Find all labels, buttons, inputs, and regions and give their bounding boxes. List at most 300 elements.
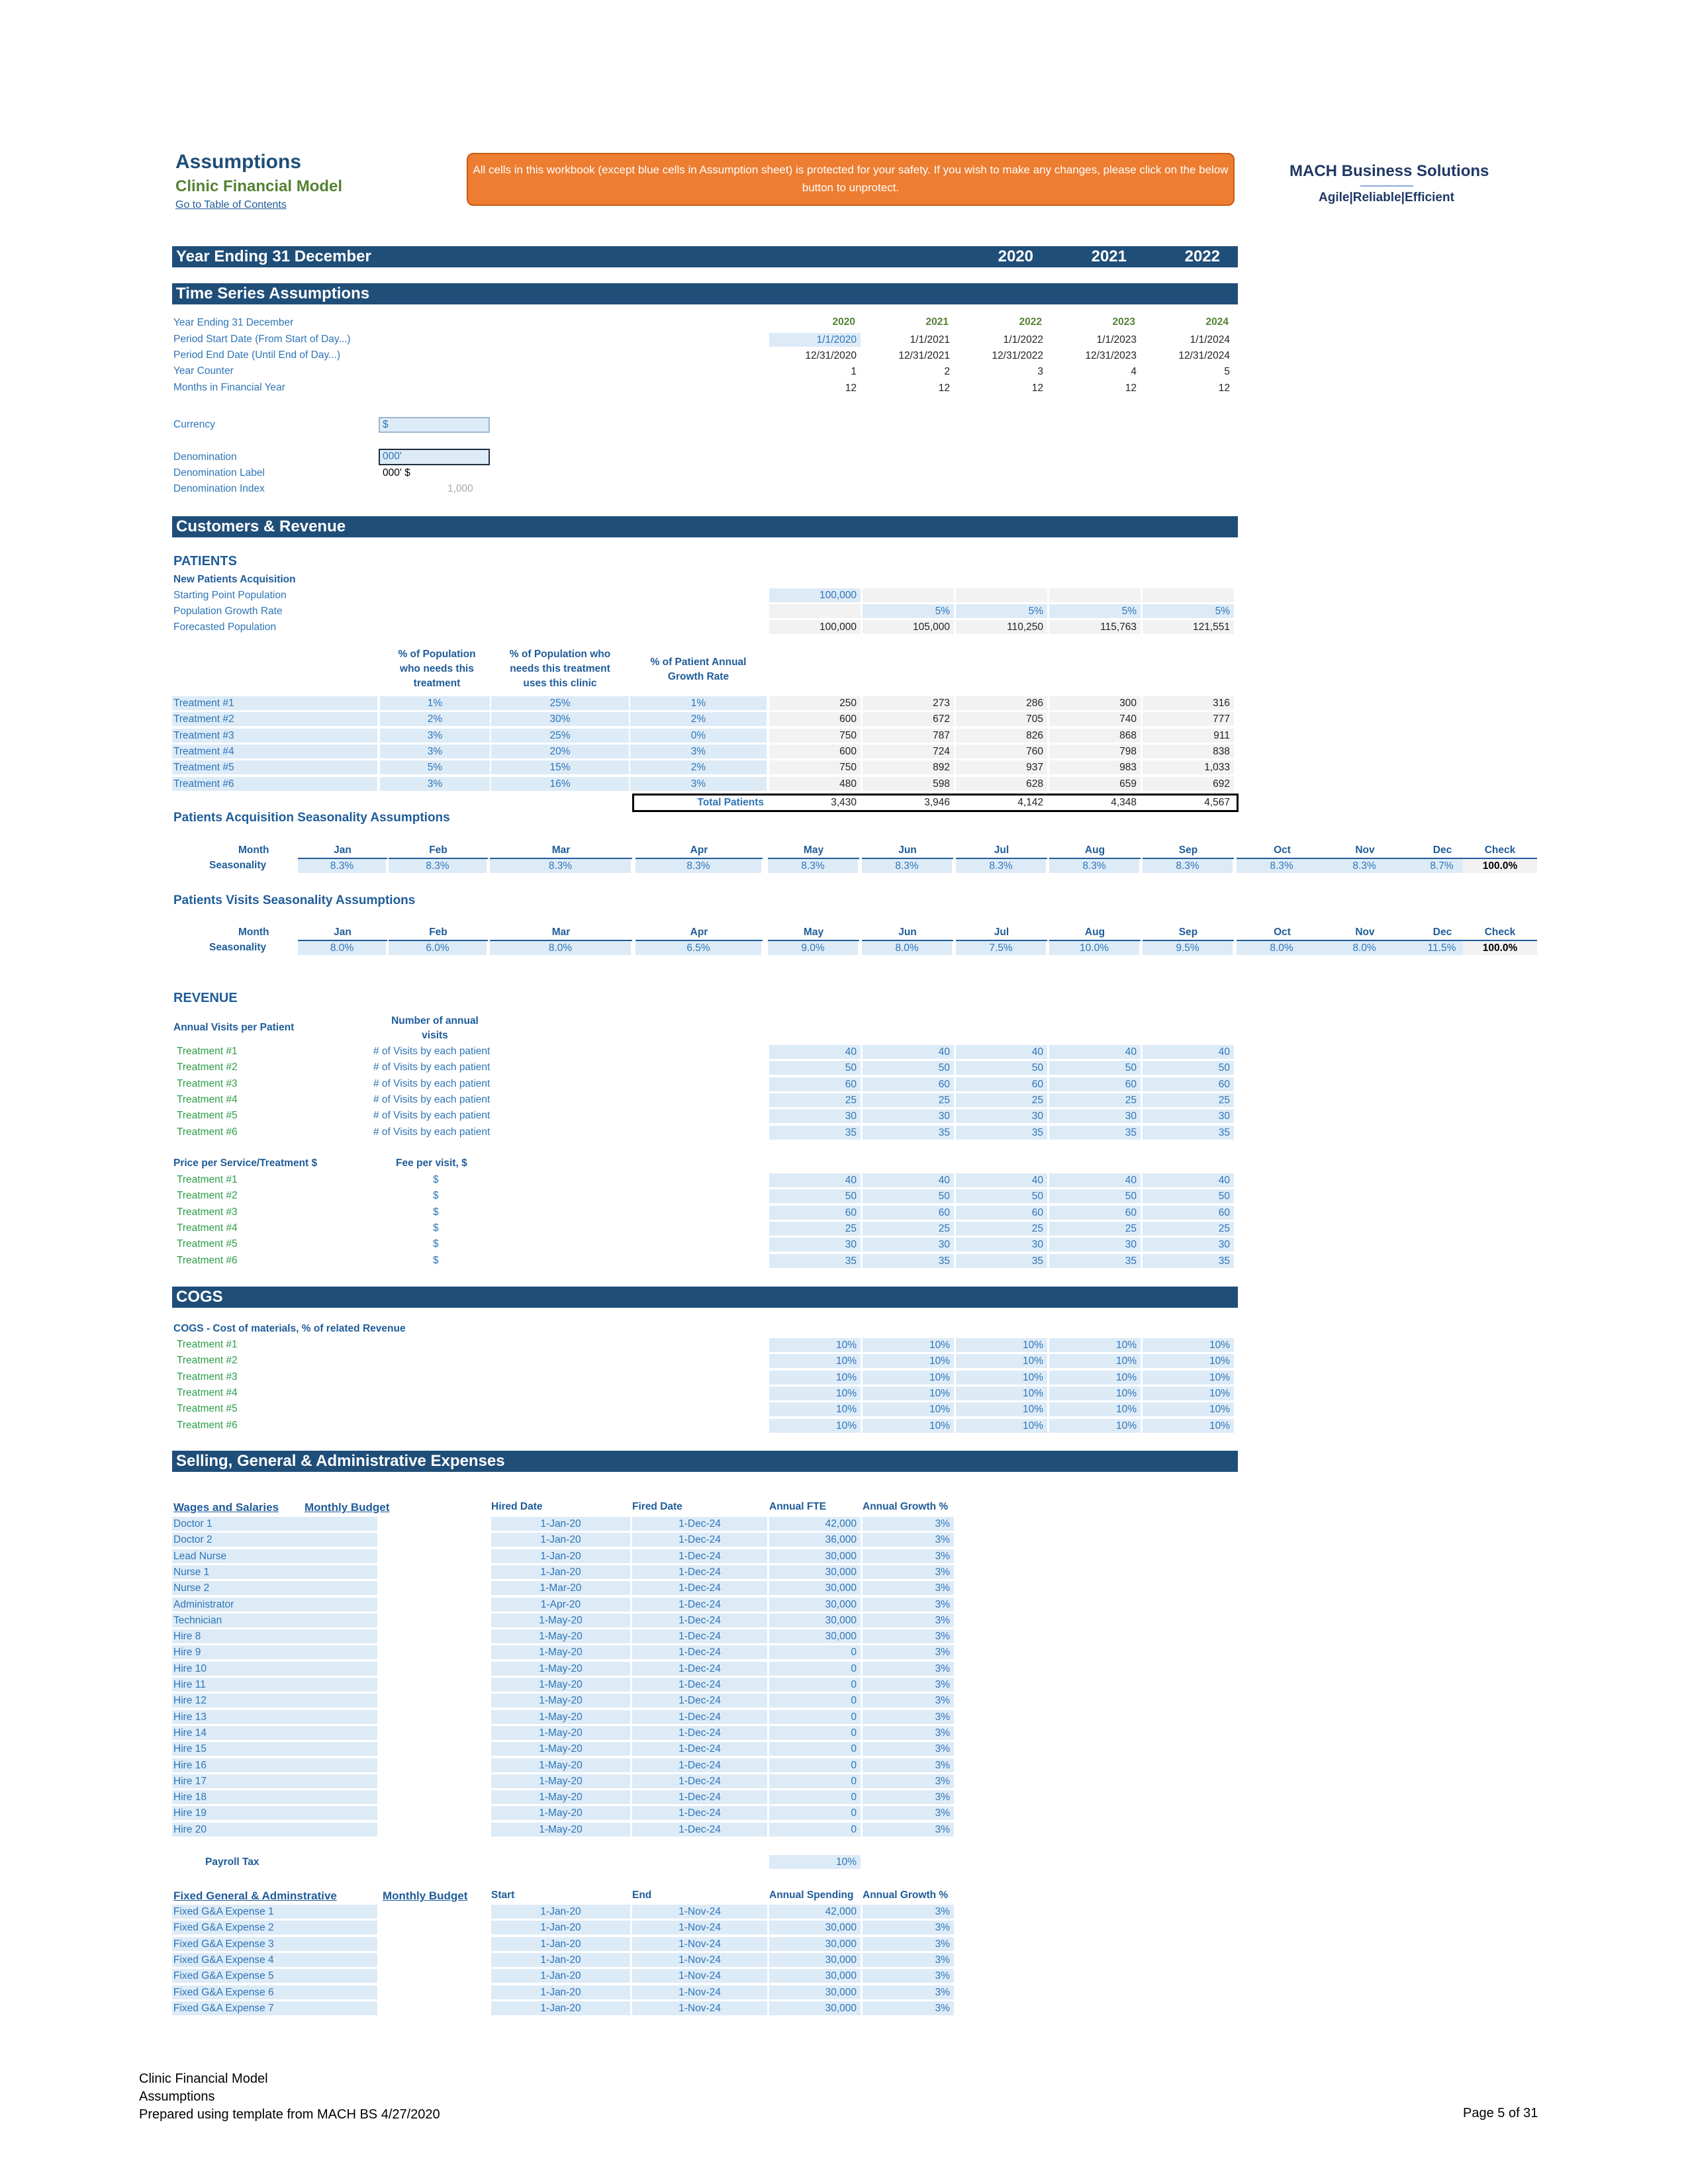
wages-end-input[interactable]: 1-Dec-24 xyxy=(632,1598,767,1612)
fixed-growth-input[interactable]: 3% xyxy=(863,1985,954,1999)
acq-season-input[interactable]: 8.3% xyxy=(635,859,761,873)
acq-month-header: Jun xyxy=(862,843,953,859)
price-input[interactable]: 35 xyxy=(769,1254,861,1268)
treatment-label: Treatment #2 xyxy=(172,712,377,726)
denomination-label-value: 000' $ xyxy=(383,467,410,478)
price-input[interactable]: 35 xyxy=(863,1254,954,1268)
treatment-pct-needs-input[interactable]: 3% xyxy=(380,729,490,743)
denomination-input[interactable]: 000' xyxy=(379,449,490,465)
wages-row-label: Hire 17 xyxy=(172,1774,377,1788)
visits-season-input[interactable]: 8.0% xyxy=(298,941,386,955)
visits-input[interactable]: 60 xyxy=(1049,1077,1141,1091)
cogs-input[interactable]: 10% xyxy=(863,1354,954,1368)
fixed-end-input[interactable]: 1-Nov-24 xyxy=(632,2001,767,2015)
price-input[interactable]: 35 xyxy=(1049,1254,1141,1268)
wages-row-label: Administrator xyxy=(172,1598,377,1612)
cogs-input[interactable]: 10% xyxy=(863,1387,954,1400)
treatment-patients-value: 750 xyxy=(769,760,861,774)
cogs-input[interactable]: 10% xyxy=(956,1338,1047,1352)
currency-input[interactable]: $ xyxy=(379,417,490,433)
acq-check-header: Check xyxy=(1463,843,1537,859)
cogs-treatment-label: Treatment #1 xyxy=(177,1339,238,1350)
total-patients-value: 3,430 xyxy=(831,797,857,808)
wages-growth-input[interactable]: 3% xyxy=(863,1678,954,1692)
growth-rate-input[interactable]: 5% xyxy=(956,604,1047,618)
visits-input[interactable]: 50 xyxy=(1143,1061,1234,1075)
wages-end-input[interactable]: 1-Dec-24 xyxy=(632,1678,767,1692)
fixed-start-input[interactable]: 1-Jan-20 xyxy=(491,1969,630,1983)
fixed-monthly-budget: Monthly Budget xyxy=(383,1889,468,1902)
wages-amount-input[interactable]: 30,000 xyxy=(769,1598,861,1612)
fixed-growth-input[interactable]: 3% xyxy=(863,1921,954,1934)
wages-col-amount: Annual FTE xyxy=(769,1501,827,1512)
wages-row-label: Nurse 2 xyxy=(172,1581,377,1595)
cogs-input[interactable]: 10% xyxy=(769,1402,861,1416)
treatment-patients-value: 911 xyxy=(1143,729,1234,743)
wages-growth-input[interactable]: 3% xyxy=(863,1774,954,1788)
fixed-row-label: Fixed G&A Expense 6 xyxy=(172,1985,377,1999)
cogs-input[interactable]: 10% xyxy=(1143,1387,1234,1400)
wages-amount-input[interactable]: 0 xyxy=(769,1823,861,1837)
cogs-input[interactable]: 10% xyxy=(863,1371,954,1385)
growth-rate-input[interactable]: 5% xyxy=(863,604,954,618)
wages-growth-input[interactable]: 3% xyxy=(863,1565,954,1579)
fixed-end-input[interactable]: 1-Nov-24 xyxy=(632,1953,767,1967)
treatment-growth-input[interactable]: 3% xyxy=(630,777,767,791)
cogs-treatment-label: Treatment #5 xyxy=(177,1403,238,1415)
wages-start-input[interactable]: 1-May-20 xyxy=(491,1710,630,1724)
fixed-amount-input[interactable]: 30,000 xyxy=(769,1953,861,1967)
wages-start-input[interactable]: 1-Mar-20 xyxy=(491,1581,630,1595)
wages-growth-input[interactable]: 3% xyxy=(863,1629,954,1643)
wages-start-input[interactable]: 1-May-20 xyxy=(491,1758,630,1772)
wages-start-input[interactable]: 1-May-20 xyxy=(491,1742,630,1756)
wages-col-start: Hired Date xyxy=(491,1501,543,1512)
cogs-input[interactable]: 10% xyxy=(1143,1354,1234,1368)
fixed-amount-input[interactable]: 42,000 xyxy=(769,1905,861,1919)
treatment-patients-value: 286 xyxy=(956,696,1047,710)
wages-growth-input[interactable]: 3% xyxy=(863,1694,954,1707)
price-input[interactable]: 35 xyxy=(1143,1254,1234,1268)
acq-season-input[interactable]: 8.3% xyxy=(1049,859,1139,873)
price-input[interactable]: 25 xyxy=(1143,1222,1234,1236)
visits-season-input[interactable]: 7.5% xyxy=(956,941,1046,955)
wages-amount-input[interactable]: 30,000 xyxy=(769,1565,861,1579)
protection-notice-button[interactable]: All cells in this workbook (except blue cells in Assumption sheet) is protected for your safety. If you wish to make any changes, please click on the below button to unprotect. xyxy=(467,153,1235,206)
price-input[interactable]: 30 xyxy=(956,1238,1047,1251)
wages-amount-input[interactable]: 30,000 xyxy=(769,1614,861,1627)
fixed-end-input[interactable]: 1-Nov-24 xyxy=(632,1937,767,1951)
price-input[interactable]: 30 xyxy=(863,1238,954,1251)
fixed-amount-input[interactable]: 30,000 xyxy=(769,1937,861,1951)
fixed-end-input[interactable]: 1-Nov-24 xyxy=(632,1985,767,1999)
wages-end-input[interactable]: 1-Dec-24 xyxy=(632,1726,767,1740)
cogs-input[interactable]: 10% xyxy=(956,1371,1047,1385)
wages-amount-input[interactable]: 36,000 xyxy=(769,1533,861,1547)
price-input[interactable]: 40 xyxy=(863,1173,954,1187)
cogs-input[interactable]: 10% xyxy=(769,1419,861,1433)
visits-season-input[interactable]: 10.0% xyxy=(1049,941,1139,955)
visits-input[interactable]: 25 xyxy=(1143,1093,1234,1107)
wages-amount-input[interactable]: 0 xyxy=(769,1662,861,1676)
treatment-growth-input[interactable]: 1% xyxy=(630,696,767,710)
fixed-end-input[interactable]: 1-Nov-24 xyxy=(632,1905,767,1919)
visits-input[interactable]: 30 xyxy=(956,1109,1047,1123)
acq-season-input[interactable]: 8.3% xyxy=(298,859,386,873)
wages-amount-input[interactable]: 0 xyxy=(769,1790,861,1804)
wages-end-input[interactable]: 1-Dec-24 xyxy=(632,1790,767,1804)
cogs-input[interactable]: 10% xyxy=(1049,1338,1141,1352)
visits-input[interactable]: 60 xyxy=(863,1077,954,1091)
treatment-growth-input[interactable]: 2% xyxy=(630,760,767,774)
visits-input[interactable]: 35 xyxy=(769,1126,861,1140)
visits-month-header: Feb xyxy=(389,925,488,941)
visits-season-input[interactable]: 8.0% xyxy=(1319,941,1409,955)
growth-rate-label: Population Growth Rate xyxy=(173,606,283,617)
treatment-pct-uses-input[interactable]: 25% xyxy=(491,729,629,743)
ts-cell: 1/1/2023 xyxy=(1096,334,1137,345)
cogs-input[interactable]: 10% xyxy=(1143,1338,1234,1352)
ts-cell: 1/1/2024 xyxy=(1190,334,1230,345)
fixed-end-input[interactable]: 1-Nov-24 xyxy=(632,1921,767,1934)
visits-input[interactable]: 40 xyxy=(863,1045,954,1059)
wages-end-input[interactable]: 1-Dec-24 xyxy=(632,1662,767,1676)
fixed-start-input[interactable]: 1-Jan-20 xyxy=(491,1937,630,1951)
visits-input[interactable]: 50 xyxy=(956,1061,1047,1075)
cogs-input[interactable]: 10% xyxy=(1049,1354,1141,1368)
forecasted-population-value: 100,000 xyxy=(769,620,861,634)
wages-growth-input[interactable]: 3% xyxy=(863,1517,954,1531)
price-treatment-label: Treatment #3 xyxy=(177,1206,238,1218)
cogs-input[interactable]: 10% xyxy=(956,1387,1047,1400)
acq-season-input[interactable]: 8.3% xyxy=(1319,859,1409,873)
fixed-row-label: Fixed G&A Expense 3 xyxy=(172,1937,377,1951)
fixed-growth-input[interactable]: 3% xyxy=(863,1969,954,1983)
wages-end-input[interactable]: 1-Dec-24 xyxy=(632,1517,767,1531)
fixed-amount-input[interactable]: 30,000 xyxy=(769,2001,861,2015)
price-input[interactable]: 25 xyxy=(769,1222,861,1236)
wages-amount-input[interactable]: 30,000 xyxy=(769,1549,861,1563)
treatment-pct-needs-input[interactable]: 3% xyxy=(380,745,490,758)
wages-start-input[interactable]: 1-May-20 xyxy=(491,1645,630,1659)
wages-amount-input[interactable]: 0 xyxy=(769,1742,861,1756)
wages-amount-input[interactable]: 30,000 xyxy=(769,1581,861,1595)
price-input[interactable]: 50 xyxy=(863,1189,954,1203)
acq-month-header: Jan xyxy=(298,843,387,859)
treatment-pct-needs-input[interactable]: 5% xyxy=(380,760,490,774)
ts-cell[interactable]: 1/1/2020 xyxy=(769,333,861,347)
wages-amount-input[interactable]: 0 xyxy=(769,1758,861,1772)
price-input[interactable]: 50 xyxy=(956,1189,1047,1203)
wages-col-growth: Annual Growth % xyxy=(863,1501,949,1512)
wages-growth-input[interactable]: 3% xyxy=(863,1598,954,1612)
price-unit: $ xyxy=(433,1254,439,1266)
visits-input[interactable]: 25 xyxy=(1049,1093,1141,1107)
fixed-start-input[interactable]: 1-Jan-20 xyxy=(491,2001,630,2015)
treatment-pct-needs-input[interactable]: 1% xyxy=(380,696,490,710)
acq-season-input[interactable]: 8.3% xyxy=(1237,859,1327,873)
wages-start-input[interactable]: 1-May-20 xyxy=(491,1790,630,1804)
fixed-start-input[interactable]: 1-Jan-20 xyxy=(491,1905,630,1919)
price-input[interactable]: 50 xyxy=(769,1189,861,1203)
price-treatment-label: Treatment #4 xyxy=(177,1222,238,1234)
wages-row-label: Hire 20 xyxy=(172,1823,377,1837)
wages-start-input[interactable]: 1-May-20 xyxy=(491,1694,630,1707)
fixed-start-input[interactable]: 1-Jan-20 xyxy=(491,1921,630,1934)
treatment-pct-needs-input[interactable]: 3% xyxy=(380,777,490,791)
wages-amount-input[interactable]: 30,000 xyxy=(769,1629,861,1643)
wages-growth-input[interactable]: 3% xyxy=(863,1533,954,1547)
currency-label: Currency xyxy=(173,419,215,430)
price-input[interactable]: 25 xyxy=(863,1222,954,1236)
wages-end-input[interactable]: 1-Dec-24 xyxy=(632,1758,767,1772)
visits-input[interactable]: 35 xyxy=(863,1126,954,1140)
treatment-pct-uses-input[interactable]: 15% xyxy=(491,760,629,774)
fixed-amount-input[interactable]: 30,000 xyxy=(769,1985,861,1999)
wages-growth-input[interactable]: 3% xyxy=(863,1549,954,1563)
payroll-tax-input[interactable]: 10% xyxy=(769,1855,861,1869)
fixed-amount-input[interactable]: 30,000 xyxy=(769,1921,861,1934)
treatment-growth-input[interactable]: 3% xyxy=(630,745,767,758)
price-input[interactable]: 25 xyxy=(956,1222,1047,1236)
wages-start-input[interactable]: 1-May-20 xyxy=(491,1614,630,1627)
wages-growth-input[interactable]: 3% xyxy=(863,1790,954,1804)
wages-start-input[interactable]: 1-May-20 xyxy=(491,1823,630,1837)
cogs-input[interactable]: 10% xyxy=(769,1338,861,1352)
visits-season-input[interactable]: 11.5% xyxy=(1397,941,1487,955)
cogs-input[interactable]: 10% xyxy=(956,1354,1047,1368)
ts-cell: 12 xyxy=(1218,383,1230,394)
price-input[interactable]: 40 xyxy=(1143,1173,1234,1187)
cogs-input[interactable]: 10% xyxy=(1143,1371,1234,1385)
page-subtitle: Clinic Financial Model xyxy=(175,177,343,195)
price-input[interactable]: 30 xyxy=(769,1238,861,1251)
visits-season-input[interactable]: 6.0% xyxy=(389,941,487,955)
wages-growth-input[interactable]: 3% xyxy=(863,1742,954,1756)
treatment-pct-uses-input[interactable]: 16% xyxy=(491,777,629,791)
wages-end-input[interactable]: 1-Dec-24 xyxy=(632,1549,767,1563)
cogs-input[interactable]: 10% xyxy=(956,1402,1047,1416)
price-input[interactable]: 40 xyxy=(956,1173,1047,1187)
visits-input[interactable]: 50 xyxy=(769,1061,861,1075)
visits-input[interactable]: 40 xyxy=(769,1045,861,1059)
wages-end-input[interactable]: 1-Dec-24 xyxy=(632,1694,767,1707)
cogs-treatment-label: Treatment #2 xyxy=(177,1355,238,1367)
acq-season-input[interactable]: 8.7% xyxy=(1397,859,1487,873)
treatment-patients-value: 672 xyxy=(863,712,954,726)
starting-population-empty xyxy=(1143,588,1234,602)
visits-input[interactable]: 25 xyxy=(956,1093,1047,1107)
wages-end-input[interactable]: 1-Dec-24 xyxy=(632,1806,767,1820)
wages-end-input[interactable]: 1-Dec-24 xyxy=(632,1742,767,1756)
visits-season-label: Seasonality xyxy=(209,942,267,953)
cogs-input[interactable]: 10% xyxy=(1049,1371,1141,1385)
wages-growth-input[interactable]: 3% xyxy=(863,1662,954,1676)
wages-end-input[interactable]: 1-Dec-24 xyxy=(632,1565,767,1579)
wages-amount-input[interactable]: 0 xyxy=(769,1806,861,1820)
cogs-input[interactable]: 10% xyxy=(863,1338,954,1352)
wages-amount-input[interactable]: 0 xyxy=(769,1694,861,1707)
visits-input[interactable]: 60 xyxy=(1143,1077,1234,1091)
sga-bar: Selling, General & Administrative Expenses xyxy=(172,1451,1238,1472)
wages-growth-input[interactable]: 3% xyxy=(863,1614,954,1627)
fixed-growth-input[interactable]: 3% xyxy=(863,1937,954,1951)
wages-start-input[interactable]: 1-May-20 xyxy=(491,1806,630,1820)
growth-rate-input[interactable]: 5% xyxy=(1143,604,1234,618)
acq-season-input[interactable]: 8.3% xyxy=(862,859,952,873)
visits-input[interactable]: 35 xyxy=(1143,1126,1234,1140)
cogs-input[interactable]: 10% xyxy=(863,1402,954,1416)
visits-input[interactable]: 30 xyxy=(1049,1109,1141,1123)
treatment-pct-uses-input[interactable]: 30% xyxy=(491,712,629,726)
wages-amount-input[interactable]: 0 xyxy=(769,1678,861,1692)
price-heading: Price per Service/Treatment $ xyxy=(173,1158,318,1169)
visits-season-input[interactable]: 9.0% xyxy=(768,941,858,955)
visits-season-input[interactable]: 9.5% xyxy=(1143,941,1233,955)
wages-start-input[interactable]: 1-Jan-20 xyxy=(491,1549,630,1563)
visits-input[interactable]: 50 xyxy=(1049,1061,1141,1075)
wages-growth-input[interactable]: 3% xyxy=(863,1758,954,1772)
price-input[interactable]: 35 xyxy=(956,1254,1047,1268)
price-input[interactable]: 60 xyxy=(1049,1206,1141,1220)
cogs-input[interactable]: 10% xyxy=(1049,1402,1141,1416)
fixed-end-input[interactable]: 1-Nov-24 xyxy=(632,1969,767,1983)
visits-input[interactable]: 35 xyxy=(956,1126,1047,1140)
visits-season-input[interactable]: 6.5% xyxy=(635,941,761,955)
acq-season-input[interactable]: 8.3% xyxy=(768,859,858,873)
wages-end-input[interactable]: 1-Dec-24 xyxy=(632,1710,767,1724)
starting-population-input[interactable]: 100,000 xyxy=(769,588,861,602)
visits-input[interactable]: 25 xyxy=(769,1093,861,1107)
wages-end-input[interactable]: 1-Dec-24 xyxy=(632,1774,767,1788)
visits-season-input[interactable]: 8.0% xyxy=(1237,941,1327,955)
treatment-growth-input[interactable]: 0% xyxy=(630,729,767,743)
treatment-patients-value: 892 xyxy=(863,760,954,774)
cogs-input[interactable]: 10% xyxy=(956,1419,1047,1433)
wages-end-input[interactable]: 1-Dec-24 xyxy=(632,1823,767,1837)
wages-end-input[interactable]: 1-Dec-24 xyxy=(632,1614,767,1627)
treatment-growth-input[interactable]: 2% xyxy=(630,712,767,726)
fixed-growth-input[interactable]: 3% xyxy=(863,2001,954,2015)
price-input[interactable]: 50 xyxy=(1143,1189,1234,1203)
wages-start-input[interactable]: 1-Jan-20 xyxy=(491,1565,630,1579)
visits-input[interactable]: 60 xyxy=(956,1077,1047,1091)
visits-season-input[interactable]: 8.0% xyxy=(490,941,631,955)
acq-month-header: Mar xyxy=(490,843,632,859)
treatment-pct-uses-input[interactable]: 25% xyxy=(491,696,629,710)
price-input[interactable]: 60 xyxy=(863,1206,954,1220)
visits-input[interactable]: 25 xyxy=(863,1093,954,1107)
wages-start-input[interactable]: 1-Jan-20 xyxy=(491,1533,630,1547)
wages-growth-input[interactable]: 3% xyxy=(863,1645,954,1659)
cogs-input[interactable]: 10% xyxy=(1049,1387,1141,1400)
treatment-patients-value: 838 xyxy=(1143,745,1234,758)
wages-growth-input[interactable]: 3% xyxy=(863,1823,954,1837)
wages-start-input[interactable]: 1-May-20 xyxy=(491,1726,630,1740)
cogs-input[interactable]: 10% xyxy=(769,1354,861,1368)
cogs-input[interactable]: 10% xyxy=(769,1387,861,1400)
cogs-input[interactable]: 10% xyxy=(1143,1402,1234,1416)
fixed-amount-input[interactable]: 30,000 xyxy=(769,1969,861,1983)
wages-amount-input[interactable]: 42,000 xyxy=(769,1517,861,1531)
cogs-input[interactable]: 10% xyxy=(769,1371,861,1385)
wages-amount-input[interactable]: 0 xyxy=(769,1645,861,1659)
acq-season-input[interactable]: 8.3% xyxy=(389,859,487,873)
visits-input[interactable]: 30 xyxy=(1143,1109,1234,1123)
price-input[interactable]: 60 xyxy=(769,1206,861,1220)
wages-growth-input[interactable]: 3% xyxy=(863,1581,954,1595)
acq-season-input[interactable]: 8.3% xyxy=(1143,859,1233,873)
fixed-growth-input[interactable]: 3% xyxy=(863,1953,954,1967)
visits-input[interactable]: 40 xyxy=(1049,1045,1141,1059)
ts-cell: 1 xyxy=(851,366,857,377)
price-input[interactable]: 40 xyxy=(1049,1173,1141,1187)
wages-start-input[interactable]: 1-Apr-20 xyxy=(491,1598,630,1612)
growth-rate-input[interactable]: 5% xyxy=(1049,604,1141,618)
wages-amount-input[interactable]: 0 xyxy=(769,1774,861,1788)
fixed-col-start: Start xyxy=(491,1889,515,1901)
price-input[interactable]: 30 xyxy=(1143,1238,1234,1251)
visits-input[interactable]: 30 xyxy=(769,1109,861,1123)
wages-start-input[interactable]: 1-May-20 xyxy=(491,1662,630,1676)
treatment-pct-uses-input[interactable]: 20% xyxy=(491,745,629,758)
ts-cell: 2024 xyxy=(1205,316,1229,328)
wages-end-input[interactable]: 1-Dec-24 xyxy=(632,1645,767,1659)
visits-input[interactable]: 40 xyxy=(956,1045,1047,1059)
wages-growth-input[interactable]: 3% xyxy=(863,1726,954,1740)
wages-growth-input[interactable]: 3% xyxy=(863,1710,954,1724)
wages-start-input[interactable]: 1-May-20 xyxy=(491,1774,630,1788)
cogs-input[interactable]: 10% xyxy=(863,1419,954,1433)
wages-amount-input[interactable]: 0 xyxy=(769,1726,861,1740)
wages-growth-input[interactable]: 3% xyxy=(863,1806,954,1820)
visits-input[interactable]: 60 xyxy=(769,1077,861,1091)
toc-link[interactable]: Go to Table of Contents xyxy=(175,199,287,210)
visits-desc: # of Visits by each patient xyxy=(373,1077,491,1089)
price-input[interactable]: 60 xyxy=(1143,1206,1234,1220)
wages-start-input[interactable]: 1-May-20 xyxy=(491,1678,630,1692)
price-input[interactable]: 50 xyxy=(1049,1189,1141,1203)
wages-start-input[interactable]: 1-Jan-20 xyxy=(491,1517,630,1531)
treatment-patients-value: 598 xyxy=(863,777,954,791)
wages-start-input[interactable]: 1-May-20 xyxy=(491,1629,630,1643)
visits-input[interactable]: 35 xyxy=(1049,1126,1141,1140)
wages-end-input[interactable]: 1-Dec-24 xyxy=(632,1533,767,1547)
visits-input[interactable]: 30 xyxy=(863,1109,954,1123)
acq-season-input[interactable]: 8.3% xyxy=(956,859,1046,873)
cogs-input[interactable]: 10% xyxy=(1143,1419,1234,1433)
price-input[interactable]: 30 xyxy=(1049,1238,1141,1251)
fixed-growth-input[interactable]: 3% xyxy=(863,1905,954,1919)
acq-month-header: Aug xyxy=(1049,843,1141,859)
wages-end-input[interactable]: 1-Dec-24 xyxy=(632,1581,767,1595)
visits-input[interactable]: 40 xyxy=(1143,1045,1234,1059)
cogs-input[interactable]: 10% xyxy=(1049,1419,1141,1433)
treatment-pct-needs-input[interactable]: 2% xyxy=(380,712,490,726)
fixed-start-input[interactable]: 1-Jan-20 xyxy=(491,1985,630,1999)
wages-end-input[interactable]: 1-Dec-24 xyxy=(632,1629,767,1643)
visits-season-input[interactable]: 8.0% xyxy=(862,941,952,955)
price-input[interactable]: 25 xyxy=(1049,1222,1141,1236)
cogs-treatment-label: Treatment #6 xyxy=(177,1419,238,1431)
fixed-start-input[interactable]: 1-Jan-20 xyxy=(491,1953,630,1967)
price-input[interactable]: 60 xyxy=(956,1206,1047,1220)
visits-input[interactable]: 50 xyxy=(863,1061,954,1075)
treatment-patients-value: 983 xyxy=(1049,760,1141,774)
wages-amount-input[interactable]: 0 xyxy=(769,1710,861,1724)
acq-season-input[interactable]: 8.3% xyxy=(490,859,631,873)
price-input[interactable]: 40 xyxy=(769,1173,861,1187)
